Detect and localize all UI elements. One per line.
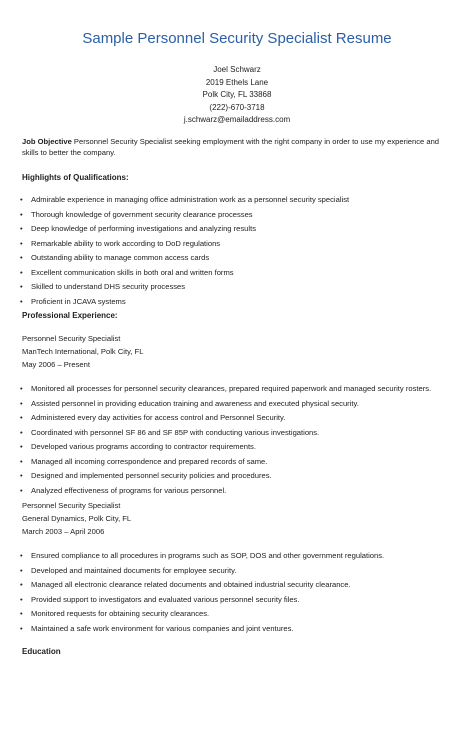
list-item — [22, 238, 454, 249]
resume-body — [22, 136, 454, 668]
job-header — [22, 499, 454, 538]
contact-phone: (222)-670-3718 — [209, 102, 265, 112]
list-item — [22, 209, 454, 220]
list-item — [22, 427, 454, 438]
bullet-icon: • — [20, 253, 23, 262]
list-item — [22, 579, 454, 590]
list-item-text: Proficient in JCAVA systems — [31, 296, 126, 306]
list-item — [22, 281, 454, 292]
bullet-icon: • — [20, 580, 23, 589]
bullet-icon: • — [20, 413, 23, 422]
list-item-text: Administered every day activities for access control and Personnel Security. — [31, 413, 286, 422]
list-item — [22, 412, 454, 423]
bullet-icon: • — [20, 282, 23, 291]
list-item-text: Admirable experience in managing office administration work as a personnel security specialist — [31, 195, 350, 204]
job-company: ManTech International, Polk City, FL — [22, 347, 144, 356]
list-item-text: Maintained a safe work environment for various companies and joint ventures. — [31, 623, 294, 633]
list-item — [22, 267, 454, 278]
list-item-text: Thorough knowledge of government security clearance processes — [31, 209, 253, 219]
list-item-text: Outstanding ability to manage common access cards — [31, 253, 210, 262]
bullet-icon: • — [20, 238, 23, 248]
list-item — [22, 194, 454, 205]
bullet-icon: • — [20, 594, 23, 604]
contact-block — [0, 64, 474, 127]
job-dates: May 2006 – Present — [22, 360, 90, 369]
bullet-icon: • — [20, 471, 23, 480]
bullet-icon: • — [20, 296, 23, 306]
job-dates: March 2003 – April 2006 — [22, 527, 105, 536]
bullet-icon: • — [20, 267, 23, 277]
list-item — [22, 623, 454, 634]
list-item-text: Remarkable ability to work according to DoD regulations — [31, 238, 221, 248]
list-item-text: Excellent communication skills in both oral and written forms — [31, 267, 234, 277]
objective-label: Job Objective — [22, 137, 72, 146]
bullet-icon: • — [20, 195, 23, 204]
list-item — [22, 223, 454, 234]
list-item-text: Ensured compliance to all procedures in programs such as SOP, DOS and other government regulations. — [31, 551, 385, 560]
list-item-text: Monitored all processes for personnel security clearances, prepared required paperwork and managed security rosters. — [31, 384, 432, 393]
bullet-icon: • — [20, 551, 23, 560]
list-item — [22, 608, 454, 619]
experience-heading: Professional Experience: — [22, 311, 118, 320]
bullet-icon: • — [20, 609, 23, 618]
list-item — [22, 550, 454, 561]
education-heading: Education — [22, 646, 61, 656]
job-objective — [22, 136, 454, 158]
list-item — [22, 456, 454, 467]
list-item-text: Designed and implemented personnel security policies and procedures. — [31, 471, 272, 480]
bullet-icon: • — [20, 485, 23, 495]
bullet-icon: • — [20, 384, 23, 393]
job-header — [22, 332, 454, 371]
bullet-icon: • — [20, 442, 23, 451]
bullet-icon: • — [20, 456, 23, 466]
job-duties-list — [22, 550, 454, 634]
list-item-text: Developed various programs according to contractor requirements. — [31, 442, 256, 451]
contact-city: Polk City, FL 33868 — [202, 90, 272, 99]
bullet-icon: • — [20, 565, 23, 575]
bullet-icon: • — [20, 398, 23, 408]
bullet-icon: • — [20, 623, 23, 633]
list-item-text: Analyzed effectiveness of programs for various personnel. — [31, 485, 227, 495]
objective-text: Personnel Security Specialist seeking employment with the right company in order to use my experience and skills to better the company. — [22, 137, 440, 157]
list-item-text: Assisted personnel in providing education training and awareness and executed physical security. — [31, 398, 359, 408]
resume-title: Sample Personnel Security Specialist Resume — [82, 30, 392, 47]
contact-email: j.schwarz@emailaddress.com — [183, 115, 291, 124]
qualifications-list — [22, 194, 454, 307]
job-duties-list — [22, 383, 454, 496]
job-company: General Dynamics, Polk City, FL — [22, 514, 132, 523]
list-item — [22, 383, 454, 394]
list-item-text: Monitored requests for obtaining security clearances. — [31, 609, 210, 618]
list-item-text: Managed all electronic clearance related documents and obtained industrial security clearance. — [31, 580, 351, 589]
job-title: Personnel Security Specialist — [22, 501, 121, 510]
list-item-text: Skilled to understand DHS security processes — [31, 282, 186, 291]
list-item — [22, 470, 454, 481]
qualifications-heading: Highlights of Qualifications: — [22, 173, 129, 182]
list-item-text: Developed and maintained documents for employee security. — [31, 565, 237, 575]
list-item — [22, 441, 454, 452]
list-item — [22, 594, 454, 605]
job-title: Personnel Security Specialist — [22, 334, 121, 343]
list-item-text: Coordinated with personnel SF 86 and SF 85P with conducting various investigations. — [31, 427, 320, 437]
list-item — [22, 565, 454, 576]
list-item-text: Provided support to investigators and evaluated various personnel security files. — [31, 594, 300, 604]
contact-name: Joel Schwarz — [213, 65, 261, 74]
list-item — [22, 398, 454, 409]
list-item-text: Deep knowledge of performing investigations and analyzing results — [31, 224, 256, 233]
list-item — [22, 296, 454, 307]
list-item-text: Managed all incoming correspondence and prepared records of same. — [31, 456, 268, 466]
list-item — [22, 252, 454, 263]
bullet-icon: • — [20, 427, 23, 437]
list-item — [22, 485, 454, 496]
contact-street: 2019 Ethels Lane — [205, 77, 269, 87]
bullet-icon: • — [20, 224, 23, 233]
bullet-icon: • — [20, 209, 23, 219]
